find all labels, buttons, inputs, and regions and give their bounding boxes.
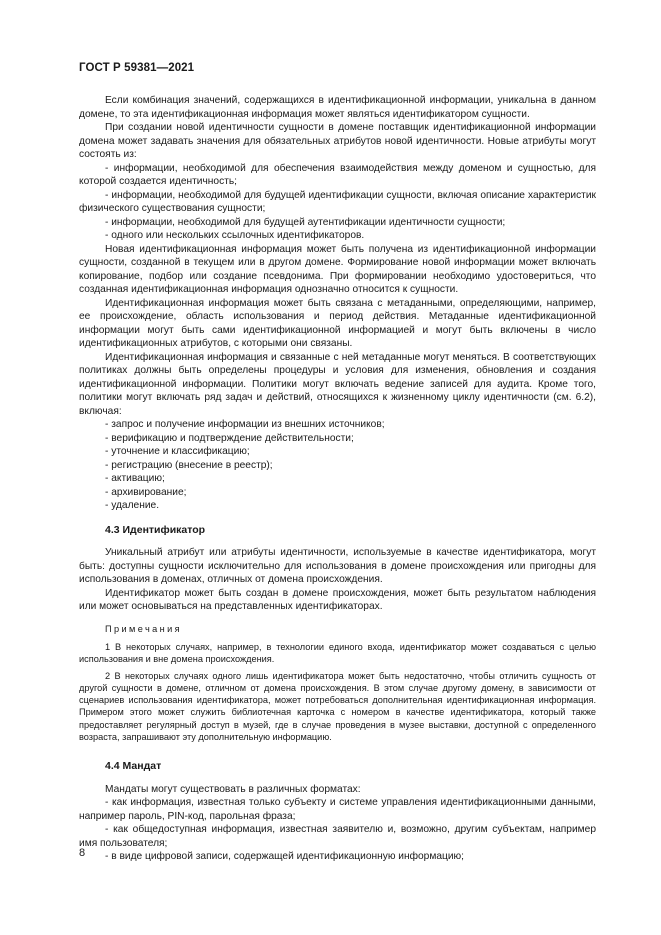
list-item: - уточнение и классификацию;: [79, 445, 596, 459]
list-item: - информации, необходимой для обеспечения взаимодействия между доменом и сущностью, для которой создается идентичность;: [79, 162, 596, 189]
paragraph: Уникальный атрибут или атрибуты идентичности, используемые в качестве идентификатора, могут быть: доступны сущности исключительно для использования в домене происхождения или пригодны для использования в доменах, отличных от домена происхождения.: [79, 547, 596, 585]
notes-title: Примечания: [105, 623, 183, 634]
list-item: - удаление.: [79, 499, 596, 513]
list-item: - активацию;: [79, 472, 596, 486]
paragraph: Идентификационная информация может быть связана с метаданными, определяющими, например, ее происхождение, область использования и период действия. Метаданные идентификационной информации могут быть сами идентификационной информацией и могут быть включены в число идентификационных атрибутов, с которыми они связаны.: [79, 297, 596, 349]
document-body: [79, 94, 596, 864]
section-heading: 4.3 Идентификатор: [105, 523, 206, 536]
paragraph: Если комбинация значений, содержащихся в идентификационной информации, уникальна в данном домене, то эта идентификационная информация может являться идентификатором сущности.: [79, 95, 596, 120]
list-item: - как информация, известная только субъекту и системе управления идентификационными данными, например пароль, PIN-код, парольная фраза;: [79, 796, 596, 823]
page-number: 8: [79, 847, 86, 859]
paragraph: Идентификационная информация и связанные с ней метаданные могут меняться. В соответствующих политиках должны быть определены процедуры и условия для изменения, обновления и создания идентификационной информации. Политики могут включать ведение записей для аудита. Кроме того, политики могут включать ряд задач и действий, относящихся к жизненному циклу идентичности (см. 6.2), включая:: [79, 351, 596, 417]
paragraph: Новая идентификационная информация может быть получена из идентификационной информации сущности, созданной в текущем или в другом домене. Формирование новой информации может включать копирование, подбор или создание псевдонима. При формировании необходимо удостовериться, что созданная идентификационная информация однозначно относится к сущности.: [79, 243, 596, 295]
list-item: - запрос и получение информации из внешних источников;: [79, 418, 596, 432]
list-item: - верификацию и подтверждение действительности;: [79, 432, 596, 446]
list-item: - регистрацию (внесение в реестр);: [79, 459, 596, 473]
list-item: - информации, необходимой для будущей аутентификации идентичности сущности;: [79, 216, 596, 230]
list-item: - как общедоступная информация, известная заявителю и, возможно, другим субъектам, например имя пользователя;: [79, 823, 596, 850]
list-item: - информации, необходимой для будущей идентификации сущности, включая описание характеристик физического существования сущности;: [79, 189, 596, 216]
note: 1 В некоторых случаях, например, в технологии единого входа, идентификатор может создаваться с целью использования и вне домена происхождения.: [79, 642, 596, 665]
section-heading: 4.4 Мандат: [105, 760, 162, 773]
note: 2 В некоторых случаях одного лишь идентификатора может быть недостаточно, чтобы отличить сущность от другой сущности в домене, отличном от домена происхождения. В этом случае другому домену, в зависимости от сценариев использования идентификатора, может потребоваться дополнительная идентификационная информация. Примером этого может служить библиотечная карточка с номером в качестве идентификатора, который также предоставляет регулярный доступ в музей, где в случае проведения в музее выставки, доступной с определенного возраста, запрашивают эту дополнительную информацию.: [79, 670, 596, 743]
paragraph: При создании новой идентичности сущности в домене поставщик идентификационной информации домена может задавать значения для обязательных атрибутов новой идентичности. Новые атрибуты могут состоять из:: [79, 122, 596, 160]
list-item: - одного или нескольких ссылочных идентификаторов.: [79, 229, 596, 243]
paragraph: Идентификатор может быть создан в домене происхождения, может быть результатом наблюдения или может основываться на представленных идентификаторах.: [79, 587, 596, 612]
document-code-header: ГОСТ Р 59381—2021: [79, 62, 195, 74]
list-item: - в виде цифровой записи, содержащей идентификационную информацию;: [79, 850, 596, 864]
paragraph: Мандаты могут существовать в различных форматах:: [105, 783, 361, 795]
list-item: - архивирование;: [79, 486, 596, 500]
